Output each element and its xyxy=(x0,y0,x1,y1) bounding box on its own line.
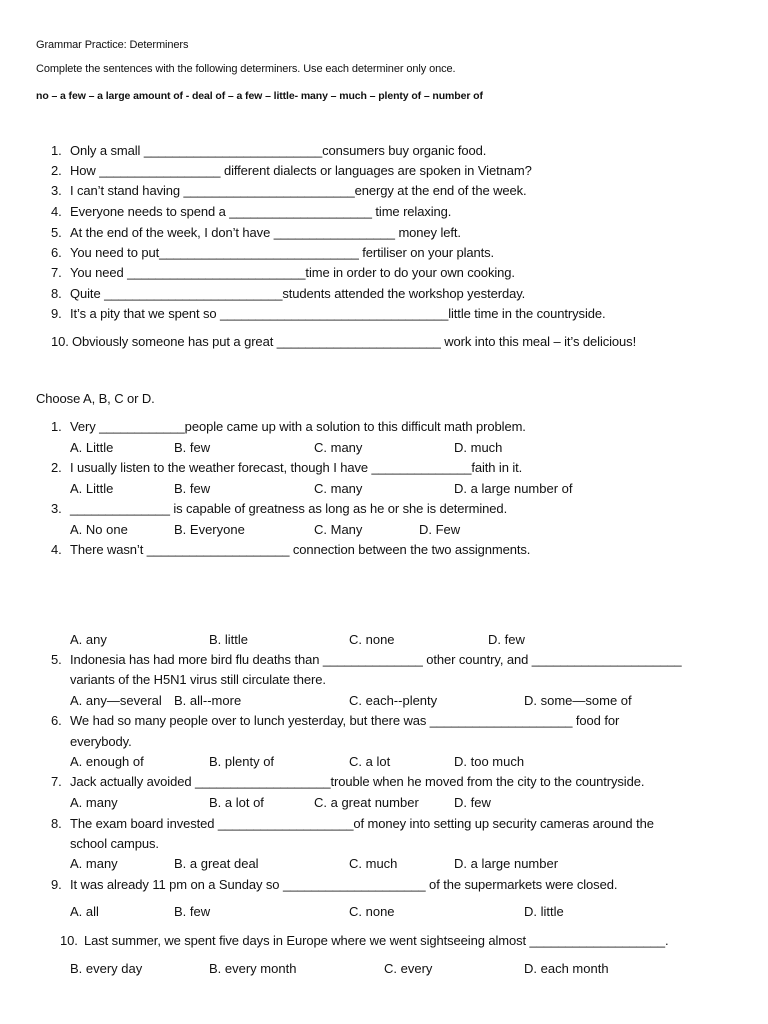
item-number: 10. xyxy=(51,334,69,349)
question-text-continued: school campus. xyxy=(70,836,159,851)
option-c[interactable]: C. a lot xyxy=(349,754,391,769)
option-c[interactable]: C. none xyxy=(349,904,395,919)
option-a[interactable]: A. enough of xyxy=(70,754,144,769)
option-a[interactable]: A. Little xyxy=(70,440,114,455)
question-number: 8. xyxy=(51,816,62,831)
option-b[interactable]: B. a great deal xyxy=(174,856,259,871)
option-b[interactable]: B. a lot of xyxy=(209,795,264,810)
question-text: ______________ is capable of greatness as long as he or she is determined. xyxy=(70,501,508,516)
item-number: 8. xyxy=(51,286,62,301)
item-sentence: It’s a pity that we spent so ________________________________little time in the countryside. xyxy=(70,306,606,321)
option-a[interactable]: A. all xyxy=(70,904,99,919)
question-text: The exam board invested ___________________of money into setting up security cameras around the xyxy=(70,816,654,831)
item-sentence: You need to put____________________________ fertiliser on your plants. xyxy=(70,245,495,260)
option-c[interactable]: C. many xyxy=(314,440,363,455)
option-c[interactable]: C. many xyxy=(314,481,363,496)
option-b[interactable]: B. little xyxy=(209,632,249,647)
option-d[interactable]: D. a large number xyxy=(454,856,559,871)
item-sentence: How _________________ different dialects or languages are spoken in Vietnam? xyxy=(70,163,532,178)
item-sentence: Obviously someone has put a great _______________________ work into this meal – it’s delicious! xyxy=(72,334,637,349)
worksheet-title: Grammar Practice: Determiners xyxy=(36,39,189,51)
option-d[interactable]: D. a large number of xyxy=(454,481,573,496)
item-number: 4. xyxy=(51,204,62,219)
option-b[interactable]: B. few xyxy=(174,904,211,919)
question-text: Last summer, we spent five days in Europe where we went sightseeing almost ___________________. xyxy=(84,933,669,948)
question-text: Jack actually avoided ___________________trouble when he moved from the city to the countryside. xyxy=(70,774,645,789)
question-number: 1. xyxy=(51,419,62,434)
option-a[interactable]: A. many xyxy=(70,795,118,810)
option-d[interactable]: D. few xyxy=(488,632,525,647)
question-number: 3. xyxy=(51,501,62,516)
option-a[interactable]: A. many xyxy=(70,856,118,871)
option-a[interactable]: A. any—several xyxy=(70,693,162,708)
question-text: Indonesia has had more bird flu deaths than ______________ other country, and _____________________ xyxy=(70,652,682,667)
question-number: 4. xyxy=(51,542,62,557)
option-d[interactable]: D. much xyxy=(454,440,503,455)
question-text-continued: variants of the H5N1 virus still circulate there. xyxy=(70,672,326,687)
option-b[interactable]: B. all--more xyxy=(174,693,242,708)
question-number: 10. xyxy=(60,933,78,948)
option-c[interactable]: C. a great number xyxy=(314,795,419,810)
option-d[interactable]: D. Few xyxy=(419,522,461,537)
option-b[interactable]: B. few xyxy=(174,481,211,496)
item-number: 2. xyxy=(51,163,62,178)
question-number: 5. xyxy=(51,652,62,667)
item-number: 6. xyxy=(51,245,62,260)
option-a[interactable]: A. Little xyxy=(70,481,114,496)
instructions: Complete the sentences with the following determiners. Use each determiner only once. xyxy=(36,63,456,75)
option-d[interactable]: D. too much xyxy=(454,754,525,769)
question-text: We had so many people over to lunch yesterday, but there was ____________________ food for xyxy=(70,713,620,728)
option-b[interactable]: B. plenty of xyxy=(209,754,275,769)
option-c[interactable]: C. each--plenty xyxy=(349,693,438,708)
question-number: 2. xyxy=(51,460,62,475)
question-text: There wasn’t ____________________ connection between the two assignments. xyxy=(70,542,531,557)
part2-heading: Choose A, B, C or D. xyxy=(36,391,155,406)
option-c[interactable]: C. every xyxy=(384,961,433,976)
item-number: 5. xyxy=(51,225,62,240)
item-sentence: You need _________________________time in order to do your own cooking. xyxy=(70,265,515,280)
item-sentence: Everyone needs to spend a ____________________ time relaxing. xyxy=(70,204,452,219)
item-sentence: At the end of the week, I don’t have _________________ money left. xyxy=(70,225,461,240)
option-c[interactable]: C. Many xyxy=(314,522,363,537)
question-text: Very ____________people came up with a solution to this difficult math problem. xyxy=(70,419,526,434)
question-number: 6. xyxy=(51,713,62,728)
option-d[interactable]: D. few xyxy=(454,795,491,810)
item-sentence: Quite _________________________students attended the workshop yesterday. xyxy=(70,286,526,301)
question-text-continued: everybody. xyxy=(70,734,132,749)
option-c[interactable]: C. much xyxy=(349,856,398,871)
item-sentence: I can’t stand having ________________________energy at the end of the week. xyxy=(70,183,527,198)
item-number: 7. xyxy=(51,265,62,280)
option-a[interactable]: B. every day xyxy=(70,961,143,976)
option-a[interactable]: A. any xyxy=(70,632,107,647)
word-bank: no – a few – a large amount of - deal of – a few – little- many – much – plenty of – number of xyxy=(36,90,483,102)
option-d[interactable]: D. little xyxy=(524,904,564,919)
option-d[interactable]: D. some—some of xyxy=(524,693,632,708)
option-b[interactable]: B. every month xyxy=(209,961,297,976)
option-b[interactable]: B. few xyxy=(174,440,211,455)
question-text: I usually listen to the weather forecast, though I have ______________faith in it. xyxy=(70,460,523,475)
option-d[interactable]: D. each month xyxy=(524,961,609,976)
item-number: 3. xyxy=(51,183,62,198)
option-a[interactable]: A. No one xyxy=(70,522,128,537)
item-sentence: Only a small _________________________consumers buy organic food. xyxy=(70,143,487,158)
item-number: 9. xyxy=(51,306,62,321)
item-number: 1. xyxy=(51,143,62,158)
question-number: 7. xyxy=(51,774,62,789)
question-number: 9. xyxy=(51,877,62,892)
question-text: It was already 11 pm on a Sunday so ____________________ of the supermarkets were closed. xyxy=(70,877,618,892)
option-c[interactable]: C. none xyxy=(349,632,395,647)
option-b[interactable]: B. Everyone xyxy=(174,522,245,537)
